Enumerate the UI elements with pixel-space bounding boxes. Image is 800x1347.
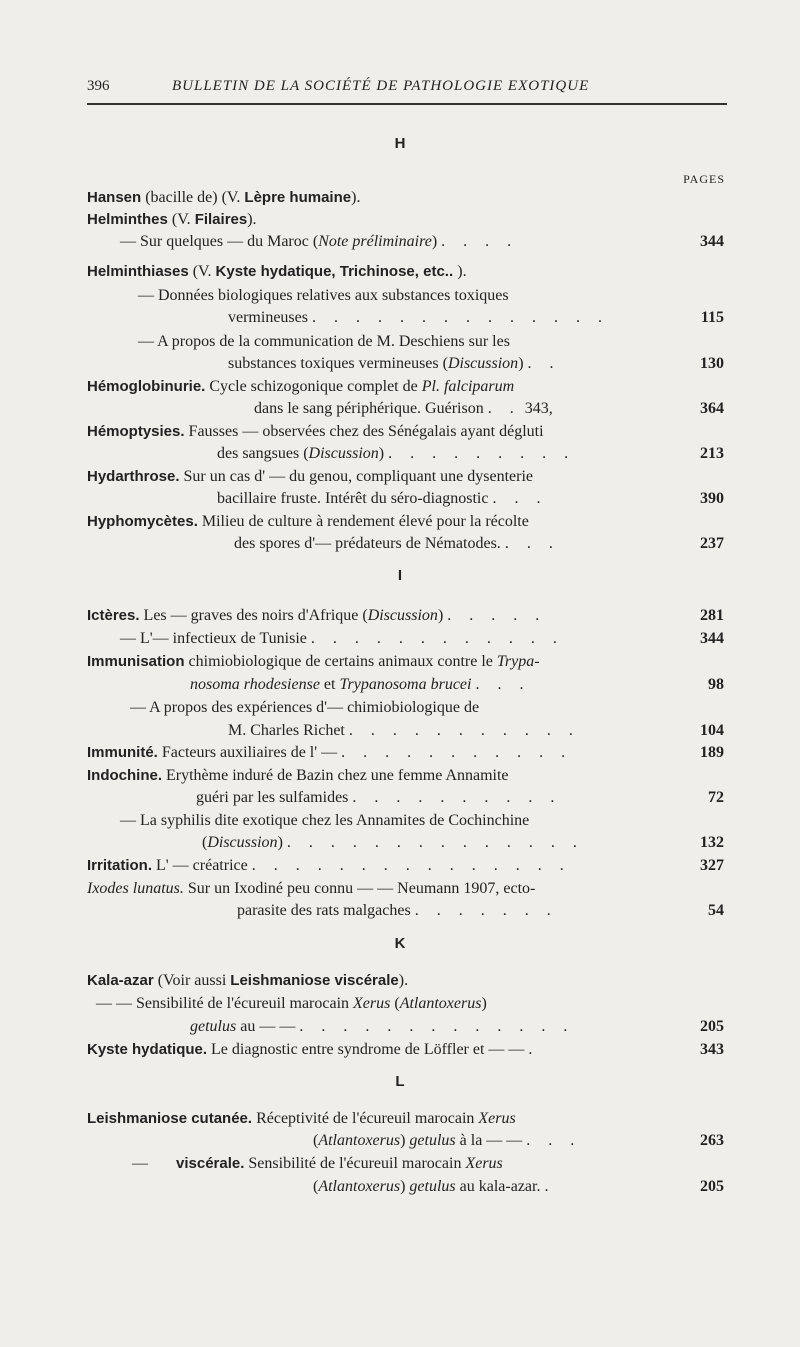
page-ref: 344: [700, 630, 724, 647]
entry-hemoptysies-cont: des sangsues (Discussion) . . . . . . . . .: [217, 445, 576, 462]
subentry-helminthiases-donnees: — Données biologiques relatives aux substances toxiques: [138, 287, 509, 304]
leader-dots: . . .: [475, 676, 531, 693]
leader-dots: . . . . . . . . . .: [352, 789, 562, 806]
entry-helminthiases: Helminthiases (V. Kyste hydatique, Trichinose, etc.. ).: [87, 263, 467, 280]
subentry-helminthiases-donnees-cont: vermineuses . . . . . . . . . . . . . .: [228, 309, 609, 326]
entry-indochine: Indochine. Erythème induré de Bazin chez une femme Annamite: [87, 767, 509, 784]
entry-immunisation-cont: nosoma rhodesiense et Trypanosoma brucei . . .: [190, 676, 531, 693]
page-ref: 98: [708, 676, 724, 693]
subentry-immunisation-richet: — A propos des expériences d'— chimiobiologique de: [130, 699, 480, 716]
leader-dots: . . . . . . . . . . . . . .: [286, 834, 584, 851]
entry-keyword: Hansen: [87, 189, 142, 206]
leader-dots: . .: [487, 400, 521, 417]
section-letter-i: I: [397, 567, 403, 584]
page-ref: 130: [700, 355, 724, 372]
subentry-indochine-syphilis: — La syphilis dite exotique chez les Annamites de Cochinchine: [120, 812, 530, 829]
subentry-kala-azar-xerus: — — Sensibilité de l'écureuil marocain Xerus (Atlantoxerus): [96, 995, 487, 1012]
leader-dots: . . . .: [441, 233, 519, 250]
leader-dots: . . . . . . . . . . . . .: [299, 1018, 575, 1035]
page-ref: 132: [700, 834, 724, 851]
page-ref: 189: [700, 744, 724, 761]
entry-immunite: Immunité. Facteurs auxiliaires de l' — . . . . . . . . . . .: [87, 744, 573, 761]
leader-dots: . . . . . . . . . . .: [348, 722, 580, 739]
entry-hydarthrose-cont: bacillaire fruste. Intérêt du séro-diagnostic . . .: [217, 490, 548, 507]
entry-ixodes: Ixodes lunatus. Sur un Ixodiné peu connu — — Neumann 1907, ecto-: [87, 880, 536, 897]
page-ref: 390: [700, 490, 724, 507]
page-ref: 364: [700, 400, 724, 417]
entry-kyste-hydatique: Kyste hydatique. Le diagnostic entre syndrome de Löffler et — — .: [87, 1041, 540, 1058]
page-ref: 205: [700, 1018, 724, 1035]
entry-keyword: Kala-azar: [87, 972, 154, 989]
entry-hemoglobinurie: Hémoglobinurie. Cycle schizogonique complet de Pl. falciparum: [87, 378, 515, 395]
entry-keyword: Indochine.: [87, 767, 162, 784]
entry-keyword: Ictères.: [87, 607, 140, 624]
entry-helminthes: Helminthes (V. Filaires).: [87, 211, 257, 228]
leader-dots: .: [544, 1178, 556, 1195]
leader-dots: . . .: [526, 1132, 582, 1149]
leader-dots: .: [528, 1041, 540, 1058]
subentry-helminthes-maroc: — Sur quelques — du Maroc (Note préliminaire) . . . .: [120, 233, 519, 250]
entry-ixodes-cont: parasite des rats malgaches . . . . . . .: [237, 902, 558, 919]
entry-icteres: Ictères. Les — graves des noirs d'Afrique (Discussion) . . . . .: [87, 607, 547, 624]
entry-hyphomycetes: Hyphomycètes. Milieu de culture à rendement élevé pour la récolte: [87, 513, 529, 530]
entry-hansen: Hansen (bacille de) (V. Lèpre humaine).: [87, 189, 361, 206]
page-ref: 343,: [524, 400, 553, 417]
entry-immunisation: Immunisation chimiobiologique de certains animaux contre le Trypa-: [87, 653, 540, 670]
header-rule: [87, 103, 727, 105]
subentry-indochine-syphilis-cont: (Discussion) . . . . . . . . . . . . . .: [202, 834, 584, 851]
page-ref: 327: [700, 857, 724, 874]
leader-dots: . . . . . . . . . . . . . . .: [251, 857, 571, 874]
entry-keyword: Kyste hydatique.: [87, 1041, 208, 1058]
entry-hydarthrose: Hydarthrose. Sur un cas d' — du genou, compliquant une dysenterie: [87, 468, 534, 485]
pages-column-label: PAGES: [683, 172, 725, 186]
page-ref: 343: [700, 1041, 724, 1058]
section-letter-k: K: [394, 935, 406, 952]
page-ref: 263: [700, 1132, 724, 1149]
entry-keyword: Hyphomycètes.: [87, 513, 198, 530]
page-ref: 281: [700, 607, 724, 624]
entry-keyword: Helminthes: [87, 211, 168, 228]
entry-indochine-cont: guéri par les sulfamides . . . . . . . . . .: [196, 789, 562, 806]
leader-dots: . .: [527, 355, 561, 372]
page-ref: 104: [700, 722, 724, 739]
page-ref: 115: [700, 309, 724, 326]
leader-dots: . . .: [504, 535, 560, 552]
section-letter-h: H: [394, 135, 406, 152]
entry-keyword: Immunité.: [87, 744, 158, 761]
entry-keyword: Ixodes lunatus.: [87, 880, 184, 897]
leader-dots: . . . . . . . . . . . . . .: [311, 309, 609, 326]
entry-leishmaniose-viscerale: — viscérale. Sensibilité de l'écureuil marocain Xerus: [132, 1155, 503, 1172]
journal-title: BULLETIN DE LA SOCIÉTÉ DE PATHOLOGIE EXOTIQUE: [172, 78, 590, 94]
subentry-helminthiases-deschiens: — A propos de la communication de M. Deschiens sur les: [138, 333, 510, 350]
entry-leishmaniose-cutanee-cont: (Atlantoxerus) getulus à la — — . . .: [313, 1132, 582, 1149]
entry-irritation: Irritation. L' — créatrice . . . . . . . . . . . . . . .: [87, 857, 571, 874]
entry-keyword: viscérale.: [176, 1155, 245, 1172]
running-header: [87, 78, 727, 100]
leader-dots: . . . . . . . . .: [388, 445, 576, 462]
leader-dots: . . . . . . . . . . . .: [310, 630, 564, 647]
leader-dots: . . .: [492, 490, 548, 507]
entry-hemoptysies: Hémoptysies. Fausses — observées chez des Sénégalais ayant dégluti: [87, 423, 544, 440]
page-ref: 54: [708, 902, 724, 919]
page-ref: 344: [700, 233, 724, 250]
entry-leishmaniose-viscerale-cont: (Atlantoxerus) getulus au kala-azar. .: [313, 1178, 556, 1195]
subentry-kala-azar-xerus-cont: getulus au — — . . . . . . . . . . . . .: [190, 1018, 575, 1035]
page-ref: 205: [700, 1178, 724, 1195]
entry-hemoglobinurie-cont: dans le sang périphérique. Guérison . . 343,: [254, 400, 553, 417]
section-letter-l: L: [395, 1073, 405, 1090]
entry-keyword: Irritation.: [87, 857, 153, 874]
entry-leishmaniose-cutanee: Leishmaniose cutanée. Réceptivité de l'écureuil marocain Xerus: [87, 1110, 516, 1127]
leader-dots: . . . . .: [447, 607, 547, 624]
entry-keyword: Immunisation: [87, 653, 185, 670]
subentry-icteres-tunisie: — L'— infectieux de Tunisie . . . . . . . . . . . .: [120, 630, 564, 647]
entry-kala-azar: Kala-azar (Voir aussi Leishmaniose viscérale).: [87, 972, 409, 989]
entry-keyword: Helminthiases: [87, 263, 189, 280]
entry-hyphomycetes-cont: des spores d'— prédateurs de Nématodes. . . .: [234, 535, 560, 552]
entry-keyword: Hémoptysies.: [87, 423, 185, 440]
subentry-immunisation-richet-cont: M. Charles Richet . . . . . . . . . . .: [228, 722, 580, 739]
page-ref: 72: [708, 789, 724, 806]
subentry-helminthiases-deschiens-cont: substances toxiques vermineuses (Discussion) . .: [228, 355, 561, 372]
entry-keyword: Hémoglobinurie.: [87, 378, 206, 395]
entry-keyword: Leishmaniose cutanée.: [87, 1110, 253, 1127]
leader-dots: . . . . . . . . . . .: [341, 744, 573, 761]
entry-keyword: Hydarthrose.: [87, 468, 180, 485]
leader-dots: . . . . . . .: [414, 902, 558, 919]
page-ref: 237: [700, 535, 724, 552]
page-number: 396: [87, 78, 110, 94]
page-ref: 213: [700, 445, 724, 462]
